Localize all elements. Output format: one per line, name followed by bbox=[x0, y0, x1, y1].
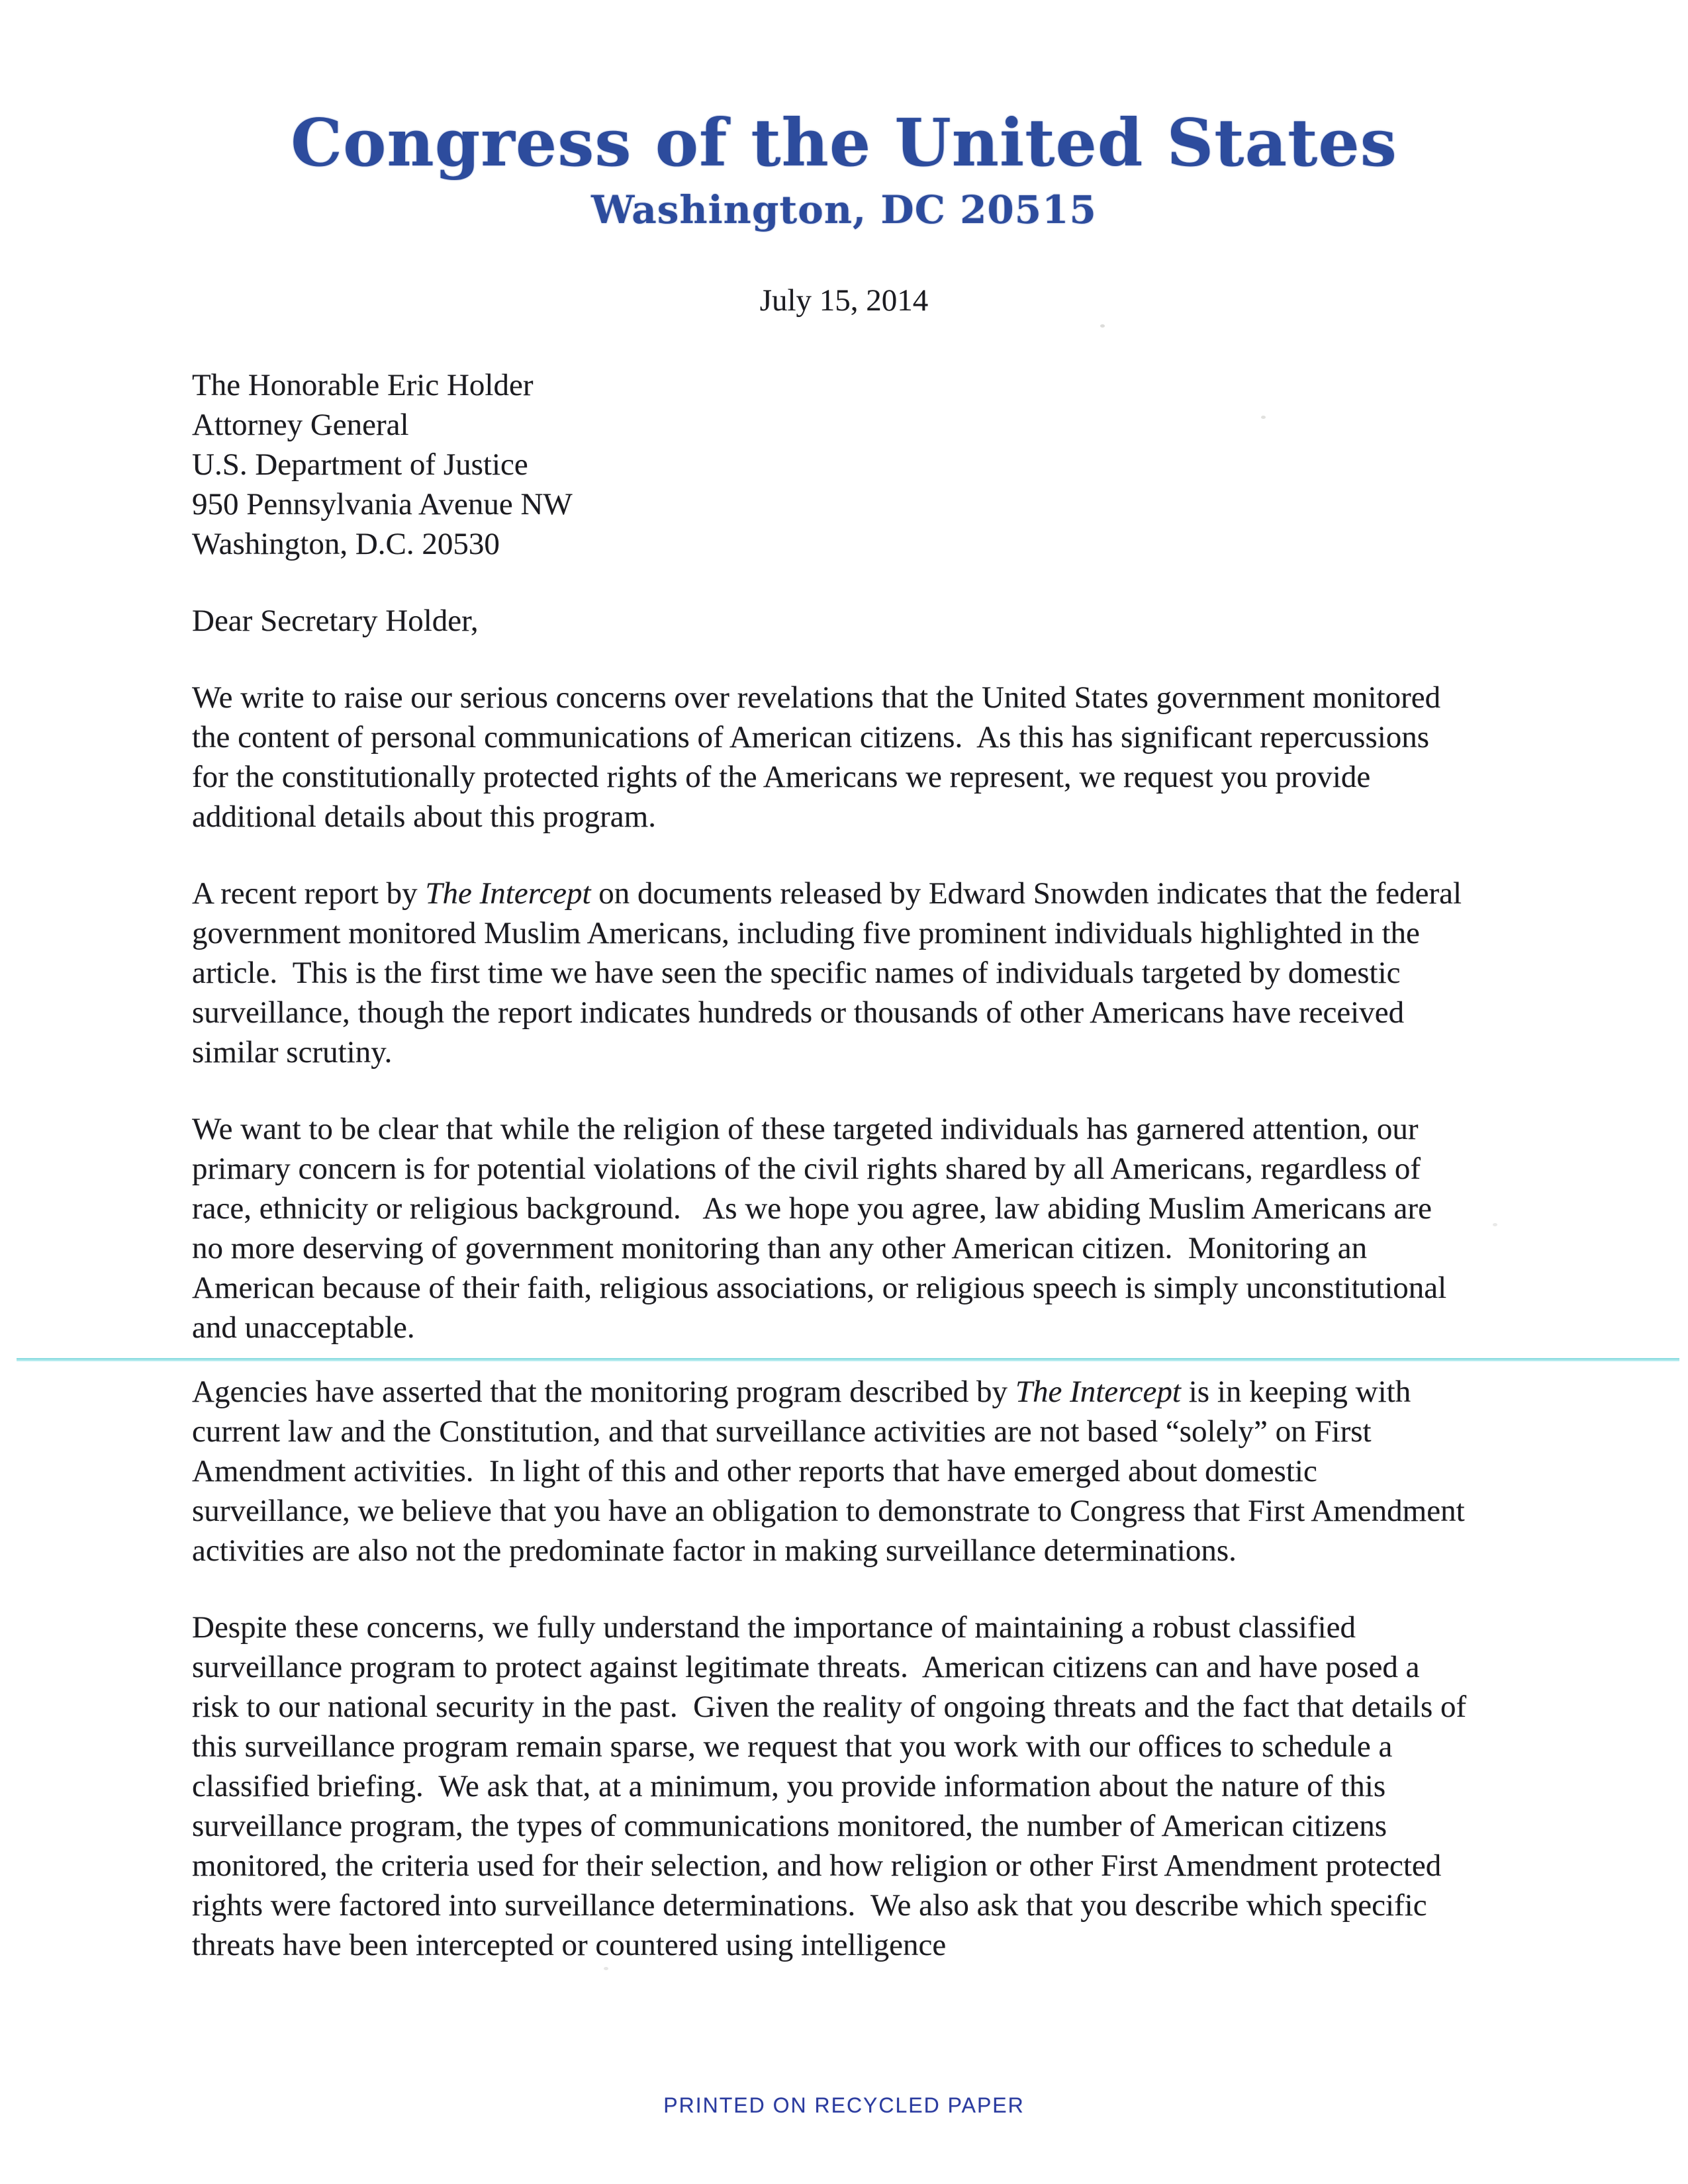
paragraph-text: Despite these concerns, we fully understand the importance of maintaining a robust classified surveillance program to protect against legitimate threats. American citizens can and have posed a risk to our national security in the past. Given the reality of ongoing threats and the fact that details of this surveillance program remain sparse, we request that you work with our offices to schedule a classified briefing. We ask that, at a minimum, you provide information about the nature of this surveillance program, the types of communications monitored, the number of American citizens monitored, the criteria used for their selection, and how religion or other First Amendment protected rights were factored into surveillance determinations. We also ask that you describe which specific threats have been intercepted or countered using intelligence bbox=[192, 1610, 1474, 1962]
scan-speck bbox=[1493, 1223, 1497, 1226]
letterhead-subtitle: Washington, DC 20515 bbox=[591, 187, 1097, 232]
body-paragraph bbox=[192, 1109, 1468, 1347]
paragraph-text: A recent report by bbox=[192, 876, 426, 911]
paragraph-text: We write to raise our serious concerns over revelations that the United States government monitored the content of personal communications of American citizens. As this has significant repercussions for the constitutionally protected rights of the Americans we represent, we request you provide additional details about this program. bbox=[192, 680, 1448, 834]
scan-artifact-line bbox=[17, 1358, 1679, 1361]
recipient-address bbox=[192, 365, 1468, 564]
paragraph-text: on documents released by Edward Snowden indicates that the federal government monitored Muslim Americans, including five prominent individuals highlighted in the article. This is the first time we have seen the specific names of individuals targeted by domestic surveillance, though the report indicates hundreds or thousands of other Americans have received similar scrutiny. bbox=[192, 876, 1470, 1069]
italic-text: The Intercept bbox=[1015, 1374, 1181, 1409]
body-paragraph bbox=[192, 874, 1468, 1072]
salutation: Dear Secretary Holder, bbox=[192, 603, 479, 638]
paragraph-text: Agencies have asserted that the monitoring program described by bbox=[192, 1374, 1015, 1409]
paragraphs-above-line bbox=[192, 678, 1468, 1347]
address-line: The Honorable Eric Holder bbox=[192, 367, 534, 402]
paragraphs-below-line bbox=[192, 1372, 1474, 1965]
italic-text: The Intercept bbox=[425, 876, 591, 911]
body-paragraph bbox=[192, 1608, 1474, 1965]
footer-note: PRINTED ON RECYCLED PAPER bbox=[663, 2093, 1025, 2117]
letter-date: July 15, 2014 bbox=[759, 283, 929, 318]
scan-speck bbox=[604, 1967, 608, 1970]
address-line: 950 Pennsylvania Avenue NW bbox=[192, 486, 573, 522]
address-line: Washington, D.C. 20530 bbox=[192, 526, 500, 561]
paragraph-text: is in keeping with current law and the Constitution, and that surveillance activities are not based “solely” on First Amendment activities. In light of this and other reports that have emerged about domestic surveillance, we believe that you have an obligation to demonstrate to Congress that First Amendment activities are also not the predominate factor in making surveillance determinations. bbox=[192, 1374, 1473, 1568]
scan-speck bbox=[1100, 324, 1105, 328]
address-line: Attorney General bbox=[192, 407, 409, 442]
paragraph-text: We want to be clear that while the religion of these targeted individuals has garnered attention, our primary concern is for potential violations of the civil rights shared by all Americans, regardless of race, ethnicity or religious background. As we hope you agree, law abiding Muslim Americans are no more deserving of government monitoring than any other American citizen. Monitoring an American because of their faith, religious associations, or religious speech is simply unconstitutional and unacceptable. bbox=[192, 1111, 1454, 1345]
letter-body bbox=[192, 678, 1474, 1965]
body-paragraph bbox=[192, 678, 1468, 837]
address-line: U.S. Department of Justice bbox=[192, 447, 528, 482]
letterhead bbox=[0, 0, 1688, 234]
body-paragraph bbox=[192, 1372, 1473, 1570]
scan-speck bbox=[1261, 416, 1266, 419]
letter-content bbox=[192, 365, 1474, 1965]
letterhead-title: Congress of the United States bbox=[291, 105, 1397, 181]
